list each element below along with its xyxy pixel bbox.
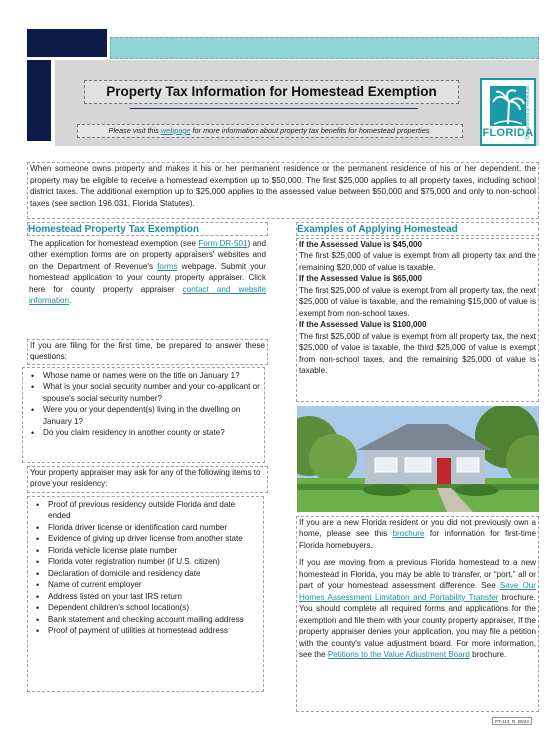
visit-note-post: for more information about property tax benefits for homestead properties. [192,125,432,135]
application-paragraph [27,238,268,336]
residency-items-box [27,496,264,692]
example-title: If the Assessed Value is $65,000 [299,274,422,284]
residency-paragraph: Your property appraiser may ask for any of the following items to prove your residency: [27,466,268,493]
house-photo [297,406,539,512]
form-dr501-link[interactable]: Form DR-501 [198,239,248,248]
list-item: • Whose name or names were on the title on January 1? [27,370,260,381]
header-teal-band [110,37,539,59]
webpage-link[interactable]: webpage [160,125,191,135]
questions-list-box [22,367,265,463]
intro-paragraph: When someone owns property and makes it his or her permanent residence or the permanent residence of his or her dependent, the property may be eligible to receive a homestead exemption up to $50,000. The first $25,000 applies to all property taxes, including school district taxes. The additional exemption up to $25,000 applies to the assessed value between $50,000 and $75,000 and only to non-school taxes (see section 196.031, Florida Statutes). [27,162,539,219]
value-adjustment-board-link[interactable]: Petitions to the Value Adjustment Board [327,650,470,660]
list-item: • Florida driver license or identification card number [32,522,259,533]
p1-text-d: . [69,296,72,306]
rp2-text-a: If you are moving from a previous Florida homestead to a new homestead in Florida, you may be able to transfer, or “port,” all or part of your homestead assessment difference. See [299,558,536,591]
list-item: • Evidence of giving up driver license from another state [32,533,259,544]
example-text: The first $25,000 of value is exempt from all property tax and the remaining $20,000 of value is taxable. [299,251,536,272]
p1-text-b: ) and other exemption forms are on property appraisers' websites and on the Department of Revenue's [29,239,267,271]
list-item: • Name of current employer [32,579,259,590]
logo-side-text: Department of Revenue [524,86,531,140]
example-text: The first $25,000 of value is exempt from all property tax, the next $25,000 of value is taxable, and the remaining $15,000 of value is exempt from non-school taxes. [299,285,536,318]
moving-info-box [296,516,539,712]
example-2 [299,273,536,319]
rp2-text-b: brochure. You should complete all required forms and applications for the exemption and file them with your county property appraiser. If the property appraiser denies your application, you may file a petition with the county's value adjustment board. For more information, see the [299,592,536,660]
examples-box [296,238,539,402]
header-navy-block [27,29,107,57]
florida-dor-logo [480,78,536,146]
page-title: Property Tax Information for Homestead Exemption [106,84,437,100]
example-1 [299,239,536,273]
questions-list [27,370,260,439]
list-item: • Florida vehicle license plate number [32,545,259,556]
visit-note [77,124,463,138]
palm-tree-icon [490,86,526,126]
list-item: • Proof of previous residency outside Florida and date ended [32,499,259,522]
example-text: The first $25,000 of value is exempt from all property tax, the next $25,000 of value is taxable, the third $25,000 of value is exempt from non-school taxes, and the remaining $25,000 of value is taxable. [299,331,536,376]
right-heading-box [296,222,539,236]
list-item: • What is your social security number and your co-applicant or spouse's social security number? [27,381,260,404]
contact-website-link[interactable]: contact and website information [29,284,266,306]
brochure-link[interactable]: brochure [392,529,425,539]
house-illustration [297,406,539,512]
list-item: • Florida voter registration number (if U.S. citizen) [32,556,259,567]
visit-note-pre: Please visit this [108,125,159,135]
example-3 [299,319,536,376]
p1-text-a: The application for homestead exemption (see [29,239,199,248]
rp1-text-a: If you are a new Florida resident or you did not previously own a home, please see this [299,518,536,539]
logo-wordmark: FLORIDA [482,127,534,140]
list-item: • Were you or your dependent(s) living in the dwelling on January 1? [27,404,260,427]
rp2-text-c: brochure. [469,650,507,660]
list-item: • Bank statement and checking account mailing address [32,614,259,625]
list-item: • Declaration of domicile and residency date [32,568,259,579]
portability-paragraph [299,557,536,660]
title-rule [130,108,418,109]
form-number: PT-113, R. 08/24 [492,717,532,725]
p1-text-c: webpage. Submit your homestead application to your county property appraiser. Click here for county property appraiser [29,261,266,294]
title-box [84,80,459,104]
header-navy-bar [27,60,51,141]
first-time-paragraph: If you are filing for the first time, be prepared to answer these questions: [27,339,268,365]
new-resident-paragraph [299,517,536,551]
list-item: • Do you claim residency in another county or state? [27,427,260,438]
section-heading-examples: Examples of Applying Homestead [297,224,458,235]
example-title: If the Assessed Value is $45,000 [299,240,422,249]
left-heading-box [27,222,268,236]
list-item: • Address listed on your last IRS return [32,591,259,602]
save-our-homes-link[interactable]: Save Our Homes Assessment Limitation and Portability Transfer [299,581,536,602]
rp1-text-b: for information for first-time Florida homebuyers. [299,529,536,550]
section-heading-homestead: Homestead Property Tax Exemption [28,224,199,235]
example-title: If the Assessed Value is $100,000 [299,320,427,330]
residency-items-list [32,499,259,637]
list-item: • Proof of payment of utilities at homestead address [32,625,259,636]
forms-link[interactable]: forms [157,261,178,271]
list-item: • Dependent children's school location(s) [32,602,259,613]
